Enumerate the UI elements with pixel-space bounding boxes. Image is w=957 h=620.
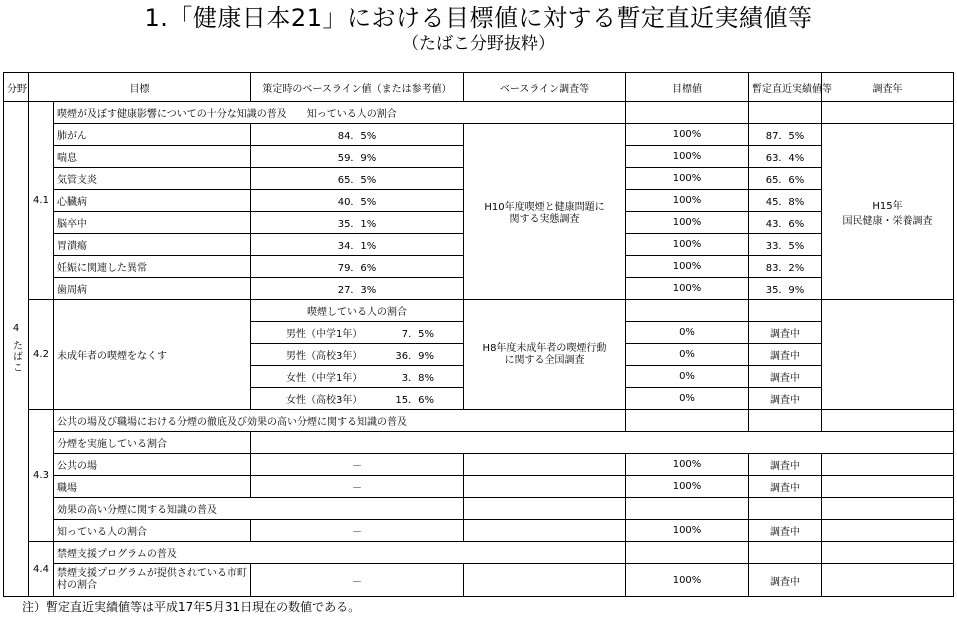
row-latest: 調査中: [749, 520, 822, 542]
row-latest: 調査中: [749, 388, 822, 410]
row-baseline: 34．1%: [251, 234, 464, 256]
row-label: 肺がん: [54, 124, 251, 146]
row-baseline: 男性（中学1年） 7．5%: [251, 322, 464, 344]
row-latest: 調査中: [749, 564, 822, 597]
section-id: 4.4: [29, 542, 54, 597]
row-latest: 調査中: [749, 344, 822, 366]
table-row: [4, 410, 954, 432]
footnote: 注）暫定直近実績値等は平成17年5月31日現在の数値である。: [22, 600, 361, 614]
section-heading: 公共の場及び職場における分煙の徹底及び効果の高い分煙に関する知識の普及: [54, 410, 626, 432]
row-baseline: 65．5%: [251, 168, 464, 190]
section-id: 4.3: [29, 410, 54, 542]
row-target: 0%: [626, 366, 749, 388]
header-year: 調査年: [822, 73, 954, 102]
page-title: 1.「健康日本21」における目標値に対する暫定直近実績値等: [144, 4, 813, 32]
header-field: 分野: [4, 73, 29, 102]
section-heading: 喫煙が及ぼす健康影響についての十分な知識の普及 知っている人の割合: [54, 102, 626, 124]
row-label: 歯周病: [54, 278, 251, 300]
table-row: [4, 102, 954, 124]
row-target: 100%: [626, 168, 749, 190]
row-target: 0%: [626, 388, 749, 410]
section-id: 4.2: [29, 300, 54, 410]
table-row: [4, 498, 954, 520]
page-subtitle: （たばこ分野抜粋）: [402, 34, 555, 54]
row-latest: 87．5%: [749, 124, 822, 146]
row-latest: 83．2%: [749, 256, 822, 278]
row-label: 職場: [54, 476, 251, 498]
row-label: 公共の場: [54, 454, 251, 476]
row-latest: 33．5%: [749, 234, 822, 256]
field-number: 4: [12, 322, 20, 334]
table-row: [4, 454, 954, 476]
header-target: 目標値: [626, 73, 749, 102]
row-baseline: －: [251, 564, 464, 597]
row-latest: 43．6%: [749, 212, 822, 234]
section-label: 未成年者の喫煙をなくす: [54, 300, 251, 410]
row-latest: 調査中: [749, 454, 822, 476]
row-baseline: 男性（高校3年） 36．9%: [251, 344, 464, 366]
row-label: 心臓病: [54, 190, 251, 212]
header-goal: 目標: [29, 73, 251, 102]
row-target: 100%: [626, 454, 749, 476]
row-label: 知っている人の割合: [54, 520, 251, 542]
baseline-subheading: 喫煙している人の割合: [251, 300, 464, 322]
row-baseline: 84．5%: [251, 124, 464, 146]
row-label: 禁煙支援プログラムが提供されている市町村の割合: [54, 564, 251, 597]
targets-table: [3, 72, 954, 597]
row-label: 脳卒中: [54, 212, 251, 234]
row-baseline: －: [251, 520, 464, 542]
row-label: 喘息: [54, 146, 251, 168]
row-baseline: 女性（高校3年） 15．6%: [251, 388, 464, 410]
row-baseline: 女性（中学1年） 3．8%: [251, 366, 464, 388]
row-label: 気管支炎: [54, 168, 251, 190]
row-target: 100%: [626, 124, 749, 146]
baseline-survey: H8年度未成年者の喫煙行動に関する全国調査: [464, 300, 626, 410]
row-latest: 調査中: [749, 476, 822, 498]
row-latest: 63．4%: [749, 146, 822, 168]
row-baseline: －: [251, 476, 464, 498]
row-baseline: －: [251, 454, 464, 476]
table-row: [4, 124, 954, 146]
row-target: 100%: [626, 146, 749, 168]
field-cell: [4, 102, 29, 597]
row-target: 100%: [626, 212, 749, 234]
row-target: 100%: [626, 256, 749, 278]
row-target: 100%: [626, 564, 749, 597]
row-baseline: 27．3%: [251, 278, 464, 300]
table-row: [4, 520, 954, 542]
row-target: 100%: [626, 190, 749, 212]
sub-heading: 効果の高い分煙に関する知識の普及: [54, 498, 464, 520]
section-id: 4.1: [29, 102, 54, 300]
row-target: 100%: [626, 278, 749, 300]
row-target: 100%: [626, 234, 749, 256]
sub-heading: 分煙を実施している割合: [54, 432, 251, 454]
table-row: [4, 300, 954, 322]
header-latest: 暫定直近実績値等: [749, 73, 822, 102]
row-latest: 65．6%: [749, 168, 822, 190]
table-row: [4, 432, 954, 454]
table-row: [4, 476, 954, 498]
row-latest: 調査中: [749, 366, 822, 388]
row-target: 0%: [626, 344, 749, 366]
row-target: 0%: [626, 322, 749, 344]
row-baseline: 40．5%: [251, 190, 464, 212]
field-name: たばこ: [10, 339, 22, 373]
row-baseline: 35．1%: [251, 212, 464, 234]
baseline-survey: H10年度喫煙と健康問題に関する実態調査: [464, 124, 626, 300]
header-row: [4, 73, 954, 102]
table-row: [4, 564, 954, 597]
header-baseline: 策定時のベースライン値（または参考値）: [251, 73, 464, 102]
header-baseline-survey: ベースライン調査等: [464, 73, 626, 102]
row-baseline: 79．6%: [251, 256, 464, 278]
survey-year: H15年 国民健康・栄養調査: [822, 124, 954, 300]
table-row: [4, 542, 954, 564]
row-label: 妊娠に関連した異常: [54, 256, 251, 278]
section-heading: 禁煙支援プログラムの普及: [54, 542, 626, 564]
row-latest: 調査中: [749, 322, 822, 344]
row-latest: 45．8%: [749, 190, 822, 212]
row-target: 100%: [626, 476, 749, 498]
row-label: 胃潰瘍: [54, 234, 251, 256]
row-baseline: 59．9%: [251, 146, 464, 168]
row-latest: 35．9%: [749, 278, 822, 300]
row-target: 100%: [626, 520, 749, 542]
